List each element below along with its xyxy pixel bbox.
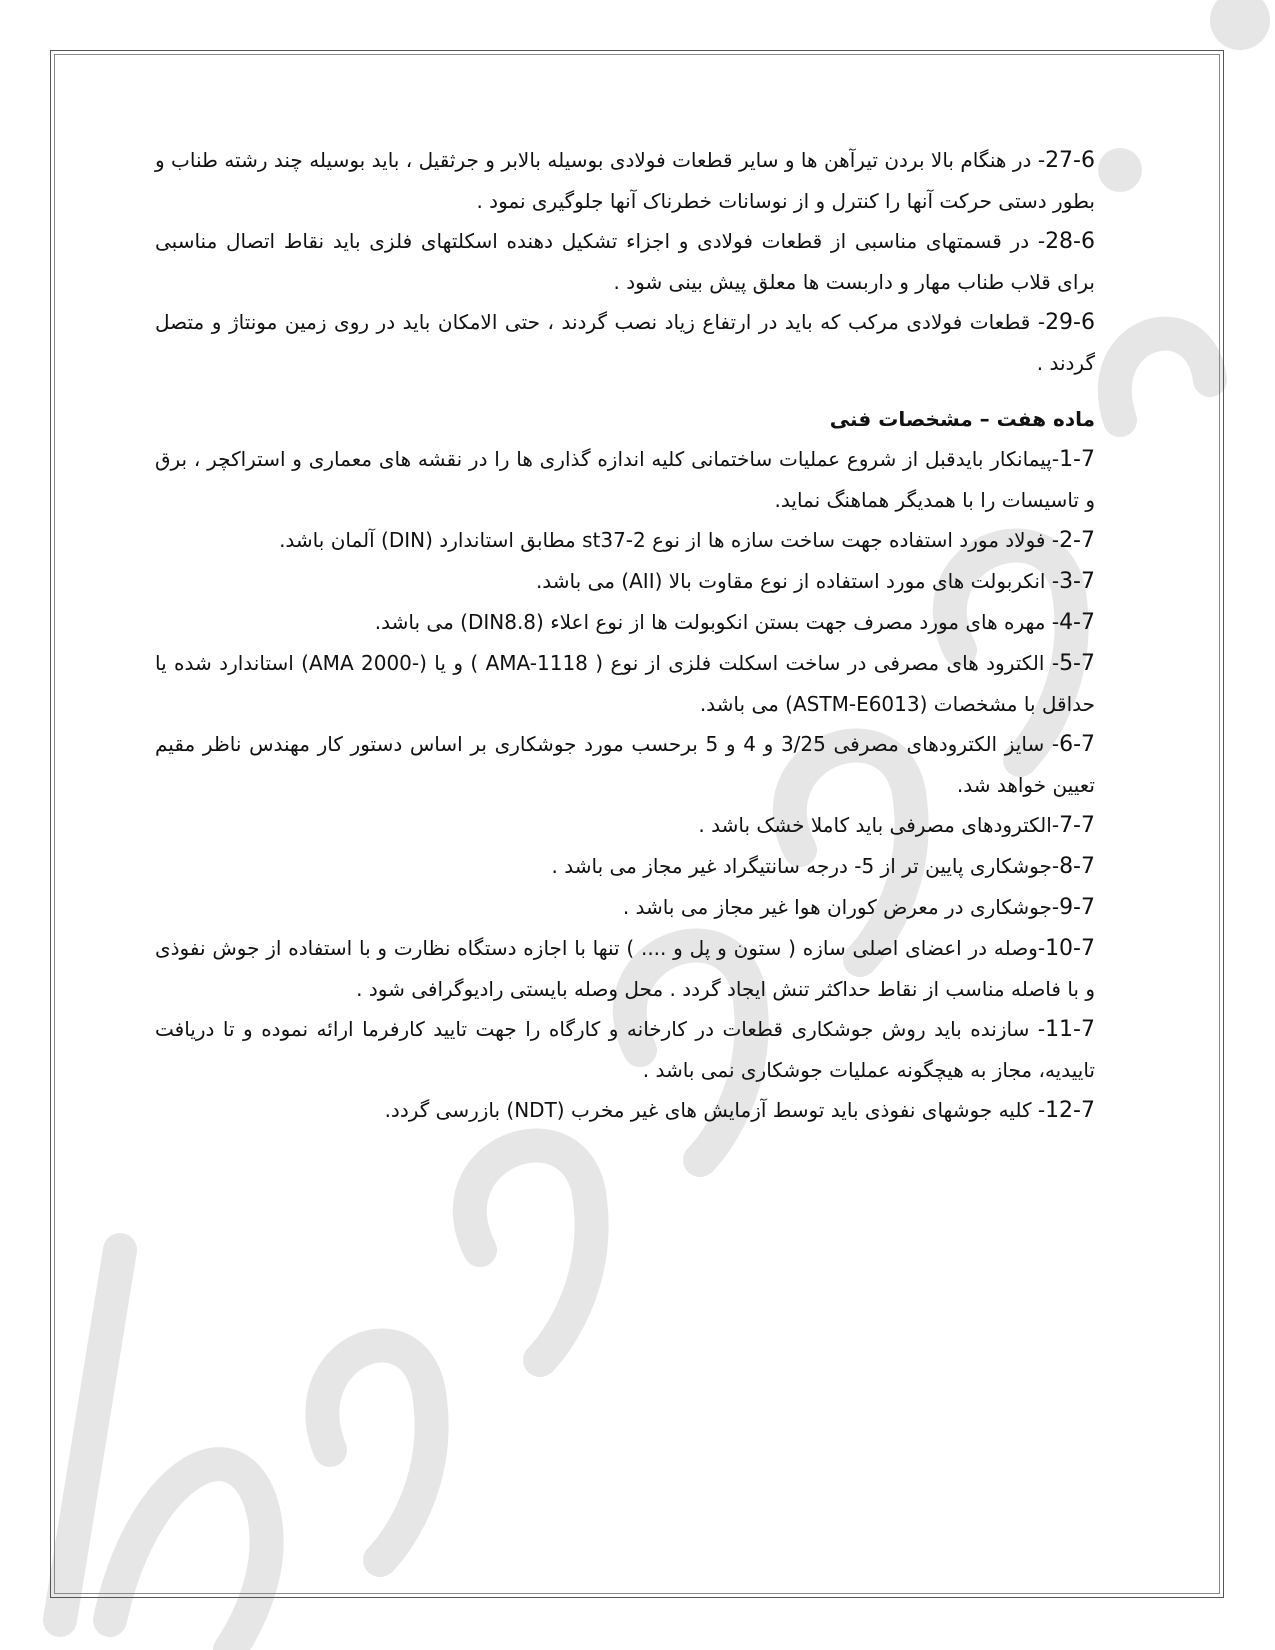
clause-4-7 — [155, 602, 1095, 643]
clause-5-7 — [155, 643, 1095, 724]
clause-number: 5-7 — [1059, 651, 1095, 676]
clause-10-7 — [155, 928, 1095, 1009]
clause-1-7 — [155, 439, 1095, 520]
clause-number: 8-7 — [1059, 854, 1095, 879]
clause-text: - سایز الکترودهای مصرفی 3/25 و 4 و 5 برحسب مورد جوشکاری بر اساس دستور کار مهندس ناظر مقیم تعیین خواهد شد. — [155, 732, 1095, 797]
section-title: ماده هفت – مشخصات فنی — [829, 407, 1095, 431]
clause-number: 12-7 — [1045, 1098, 1095, 1123]
clause-7-7 — [155, 805, 1095, 846]
clause-number: 9-7 — [1059, 895, 1095, 920]
clause-number: 29-6 — [1045, 310, 1095, 335]
clause-2-7 — [155, 520, 1095, 561]
clause-8-7 — [155, 846, 1095, 887]
clause-text: - سازنده باید روش جوشکاری قطعات در کارخانه و کارگاه را جهت تایید کارفرما ارائه نموده و تا دریافت تاییدیه، مجاز به هیچگونه عملیات جوشکاری نمی باشد . — [155, 1017, 1095, 1082]
clause-text: - در قسمتهای مناسبی از قطعات فولادی و اجزاء تشکیل دهنده اسکلتهای فلزی باید نقاط اتصال مناسبی برای قلاب طناب مهار و داربست ها معلق پیش بینی شود . — [155, 229, 1095, 294]
clause-text: -الکترودهای مصرفی باید کاملا خشک باشد . — [698, 813, 1060, 837]
clause-number: 10-7 — [1045, 936, 1095, 961]
clause-number: 2-7 — [1059, 528, 1095, 553]
clause-text: -جوشکاری در معرض کوران هوا غیر مجاز می باشد . — [622, 895, 1060, 919]
clause-text: -پیمانکار بایدقبل از شروع عملیات ساختمانی کلیه اندازه گذاری ها را در نقشه های معماری و استراکچر ، برق و تاسیسات را با همدیگر هماهنگ نماید. — [155, 447, 1095, 512]
clause-text: - در هنگام بالا بردن تیرآهن ها و سایر قطعات فولادی بوسیله بالابر و جرثقیل ، باید بوسیله چند رشته طناب و بطور دستی حرکت آنها را کنترل و از نوسانات خطرناک آنها جلوگیری نمود . — [155, 148, 1095, 213]
clause-12-7 — [155, 1090, 1095, 1131]
clause-number: 11-7 — [1045, 1017, 1095, 1042]
clause-text: -جوشکاری پایین تر از 5- درجه سانتیگراد غیر مجاز می باشد . — [551, 854, 1060, 878]
clause-29-6 — [155, 302, 1095, 383]
clause-28-6 — [155, 221, 1095, 302]
clause-number: 7-7 — [1059, 813, 1095, 838]
clause-number: 1-7 — [1059, 447, 1095, 472]
clause-9-7 — [155, 887, 1095, 928]
clause-text: -وصله در اعضای اصلی سازه ( ستون و پل و .... ) تنها با اجازه دستگاه نظارت و با استفاده از جوش نفوذی و با فاصله مناسب از نقاط حداکثر تنش ایجاد گردد . محل وصله بایستی رادیوگرافی شود . — [155, 936, 1095, 1001]
clause-text: - قطعات فولادی مرکب که باید در ارتفاع زیاد نصب گردند ، حتی الامکان باید در روی زمین مونتاژ و متصل گردند . — [155, 310, 1095, 375]
clause-11-7 — [155, 1009, 1095, 1090]
clause-number: 4-7 — [1059, 610, 1095, 635]
clause-number: 6-7 — [1059, 732, 1096, 757]
clause-number: 27-6 — [1045, 148, 1095, 173]
clause-text: - فولاد مورد استفاده جهت ساخت سازه ها از نوع st37-2 مطابق استاندارد (DIN) آلمان باشد. — [279, 528, 1060, 552]
clause-6-7 — [155, 724, 1095, 805]
clause-3-7 — [155, 561, 1095, 602]
document-body — [155, 140, 1095, 1131]
clause-number: 3-7 — [1059, 569, 1095, 594]
clause-text: - انکربولت های مورد استفاده از نوع مقاوت بالا (AII) می باشد. — [535, 569, 1060, 593]
clause-number: 28-6 — [1045, 229, 1095, 254]
clause-27-6 — [155, 140, 1095, 221]
clause-text: - کلیه جوشهای نفوذی باید توسط آزمایش های غیر مخرب (NDT) بازرسی گردد. — [384, 1098, 1046, 1122]
clause-text: - مهره های مورد مصرف جهت بستن انکوبولت ها از نوع اعلاء (DIN8.8) می باشد. — [374, 610, 1060, 634]
clause-text: - الکترود های مصرفی در ساخت اسکلت فلزی از نوع ( AMA-1118 ) و یا (-AMA 2000) استاندارد شده یا حداقل با مشخصات (ASTM-E6013) می باشد. — [155, 651, 1095, 716]
